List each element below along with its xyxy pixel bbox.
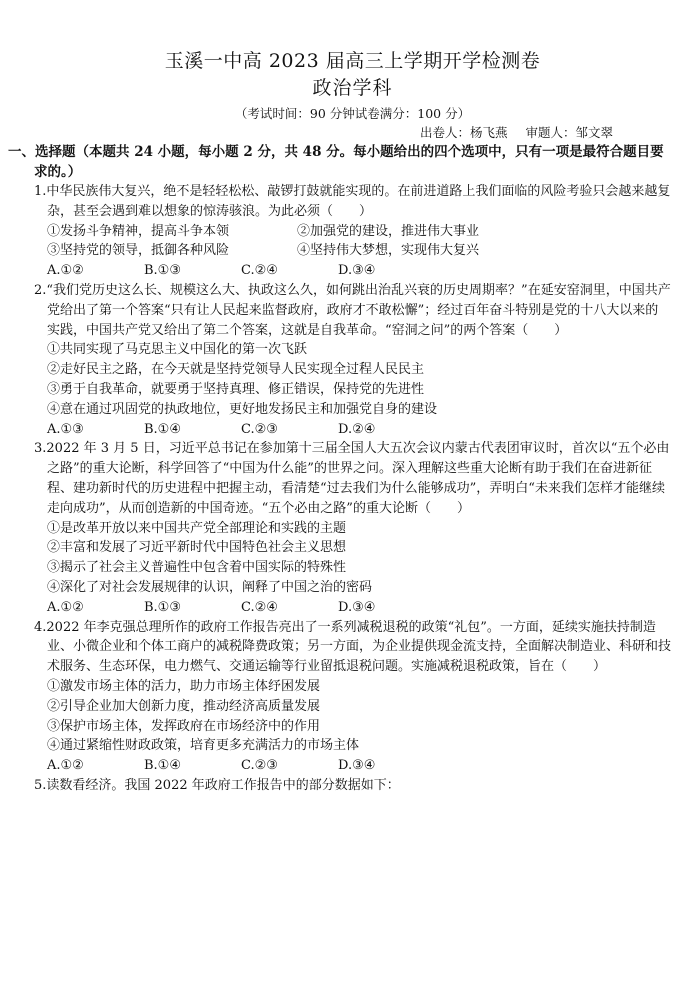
answer-choice: B.①④ (144, 421, 181, 437)
option-item: ③揭示了社会主义普遍性中包含着中国实际的特殊性 (47, 560, 347, 576)
answer-choice: D.②④ (338, 421, 376, 437)
answer-choice: C.②③ (241, 421, 278, 437)
option-item: ③保护市场主体，发挥政府在市场经济中的作用 (47, 718, 321, 734)
reviewer-name: 审题人：邹文翠 (525, 125, 613, 140)
answer-choices (47, 598, 671, 618)
option-item: ④深化了对社会发展规律的认识，阐释了中国之治的密码 (47, 579, 373, 595)
exam-authors (34, 123, 671, 142)
answer-choice: B.①③ (144, 263, 181, 279)
question-stem: 4.2022 年李克强总理所作的政府工作报告亮出了一系列减税退税的政策“礼包”。一方面，延续实施扶持制造业、小微企业和个体工商户的减税降费政策；另一方面，为企业提供现金流支持，全面解决制造业、科研和技术服务、生态环保，电力燃气、交通运输等行业留抵退税问题。实施减税退税政策，旨在（ ） (34, 619, 672, 675)
answer-choice: B.①③ (144, 599, 181, 615)
author-name: 出卷人：杨飞燕 (419, 125, 508, 140)
option-row (47, 222, 671, 242)
question-stem: 2.“我们党历史这么长、规模这么大、执政这么久，如何跳出治乱兴衰的历史周期率？”在延安窑洞里，中国共产党给出了第一个答案“只有让人民起来监督政府，政府才不敢松懈”；经过百年奋斗特别是党的十八大以来的实践，中国共产党又给出了第二个答案，这就是自我革命。“窑洞之问”的两个答案（ ） (34, 282, 671, 338)
option-item: ②加强党的建设，推进伟大事业 (297, 223, 480, 239)
question-4 (34, 618, 671, 776)
answer-choice: A.①② (47, 263, 84, 279)
answer-choice: C.②③ (241, 758, 278, 774)
answer-choice: D.③④ (338, 758, 376, 774)
option-item: ④坚持伟大梦想，实现伟大复兴 (297, 243, 480, 259)
question-3 (34, 439, 671, 617)
answer-choice: A.①② (47, 758, 84, 774)
option-item: ①激发市场主体的活力，助力市场主体纾困发展 (47, 678, 321, 694)
answer-choice: B.①④ (144, 758, 181, 774)
option-item: ②引导企业加大创新力度，推动经济高质量发展 (47, 698, 321, 714)
answer-choices (47, 420, 671, 440)
answer-choice: C.②④ (241, 599, 278, 615)
answer-choice: D.③④ (338, 599, 376, 615)
answer-choices (47, 756, 671, 776)
exam-time-info: （考试时间：90 分钟试卷满分：100 分） (234, 106, 471, 121)
option-item: ①共同实现了马克思主义中国化的第一次飞跃 (47, 342, 308, 358)
option-item: ③坚持党的领导，抵御各种风险 (47, 243, 230, 259)
option-item: ①发扬斗争精神，提高斗争本领 (47, 223, 230, 239)
section-heading: 一、选择题（本题共 24 小题，每小题 2 分，共 48 分。每小题给出的四个选项中，只有一项是最符合题目要求的。） (8, 144, 664, 180)
answer-choice: C.②④ (241, 263, 278, 279)
question-stem: 5.读数看经济。我国 2022 年政府工作报告中的部分数据如下： (34, 777, 400, 793)
question-stem: 1.中华民族伟大复兴，绝不是轻轻松松、敲锣打鼓就能实现的。在前进道路上我们面临的风险考验只会越来越复杂，甚至会遇到难以想象的惊涛骇浪。为此必须（ ） (34, 184, 671, 219)
answer-choices (47, 261, 671, 281)
answer-choice: A.①② (47, 599, 84, 615)
question-2 (34, 281, 671, 439)
option-item: ①是改革开放以来中国共产党全部理论和实践的主题 (47, 520, 347, 536)
option-item: ②走好民主之路，在今天就是坚持党领导人民实现全过程人民民主 (47, 362, 425, 378)
exam-title: 玉溪一中高 2023 届高三上学期开学检测卷 (164, 50, 541, 72)
answer-choice: A.①③ (47, 421, 84, 437)
option-item: ④通过紧缩性财政政策，培育更多充满活力的市场主体 (47, 738, 360, 754)
answer-choice: D.③④ (338, 263, 376, 279)
exam-subject: 政治学科 (312, 77, 393, 99)
question-5 (34, 776, 671, 796)
option-item: ④意在通过巩固党的执政地位，更好地发扬民主和加强党自身的建设 (47, 401, 438, 417)
question-1 (34, 182, 671, 281)
question-stem: 3.2022 年 3 月 5 日，习近平总书记在参加第十三届全国人大五次会议内蒙古代表团审议时，首次以“五个必由之路”的重大论断，科学回答了“中国为什么能”的世界之问。深入理解这些重大论断有助于我们在奋进新征程、建功新时代的历史进程中把握主动，看清楚“过去我们为什么能够成功”，弄明白“未来我们怎样才能继续走向成功”，从而创造新的中国奇迹。“五个必由之路”的重大论断（ ） (34, 441, 670, 516)
option-row (47, 241, 671, 261)
option-item: ②丰富和发展了习近平新时代中国特色社会主义思想 (47, 540, 347, 556)
option-item: ③勇于自我革命，就要勇于坚持真理、修正错误，保持党的先进性 (47, 381, 425, 397)
